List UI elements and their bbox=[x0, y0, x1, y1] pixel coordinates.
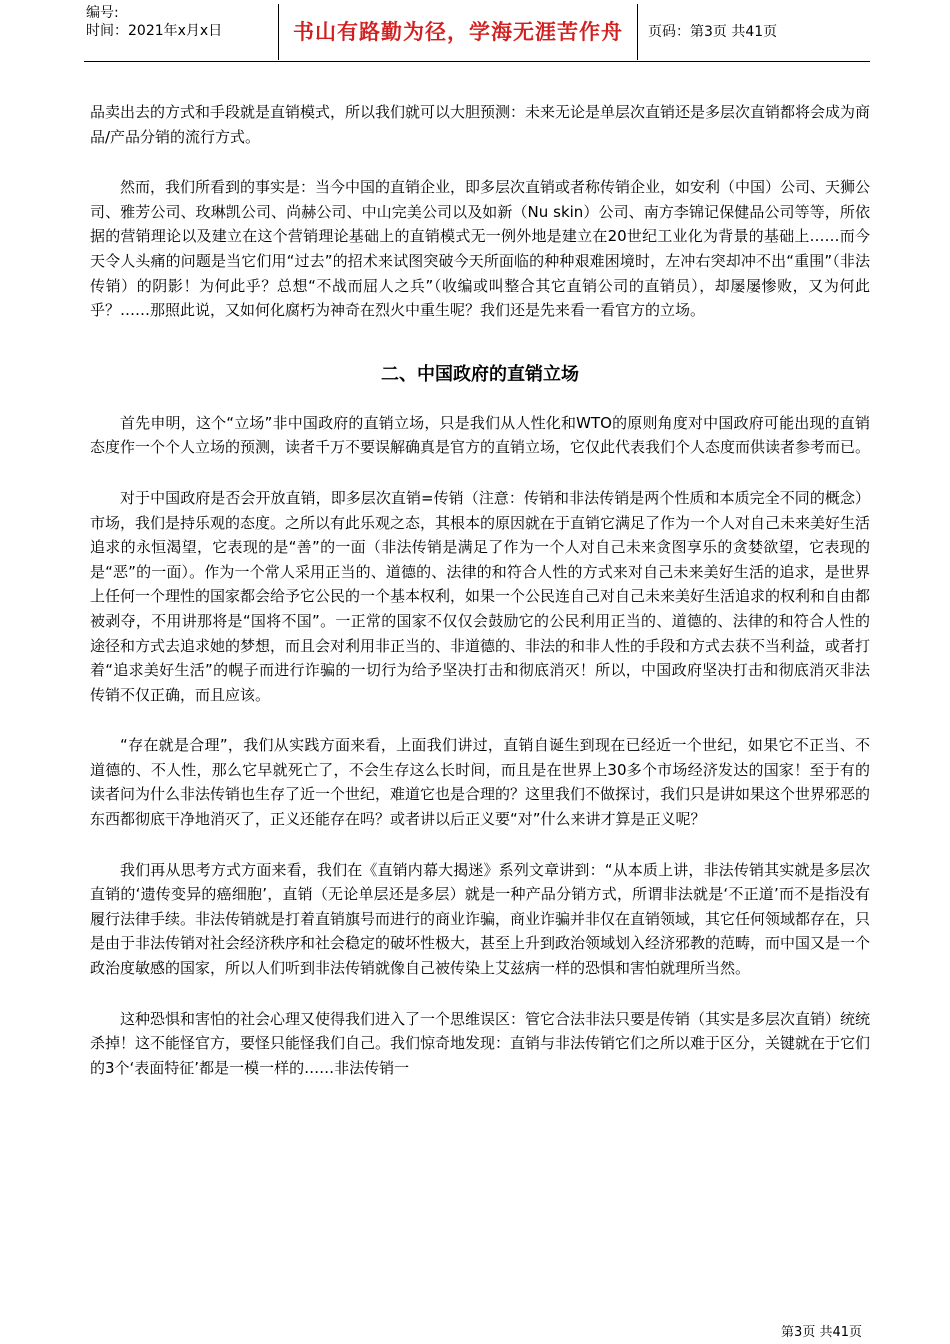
header-motto: 书山有路勤为径，学海无涯苦作舟 bbox=[293, 20, 623, 44]
header-table bbox=[84, 4, 870, 60]
section-heading: 二、中国政府的直销立场 bbox=[381, 363, 579, 385]
document-number-label: 编号: bbox=[86, 5, 119, 21]
page-header bbox=[84, 4, 870, 60]
document-time-label: 时间：2021年x月x日 bbox=[86, 23, 223, 39]
header-motto-cell bbox=[279, 4, 638, 60]
header-page-cell bbox=[638, 4, 871, 60]
paragraph-misconception: 这种恐惧和害怕的社会心理又使得我们进入了一个思维误区：管它合法非法只要是传销（其实是多层次直销）统统杀掉！这不能怪官方，要怪只能怪我们自己。我们惊奇地发现：直销与非法传销它们之所以难于区分，关键就在于它们的3个‘表面特征’都是一模一样的……非法传销一 bbox=[90, 1009, 871, 1077]
paragraph-thinking-approach: 我们再从思考方式方面来看，我们在《直销内幕大揭迷》系列文章讲到：“从本质上讲，非法传销其实就是多层次直销的‘遗传变异的癌细胞’，直销（无论单层还是多层）就是一种产品分销方式，所谓非法就是‘不正道’而不是指没有履行法律手续。非法传销就是打着直销旗号而进行的商业诈骗，商业诈骗并非仅在直销领域，其它任何领域都存在，只是由于非法传销对社会经济秩序和社会稳定的破坏性极大，甚至上升到政治领域划入经济邪教的范畴，而中国又是一个政治度敏感的国家，所以人们听到非法传销就像自己被传染上艾兹病一样的恐惧和害怕就理所当然。 bbox=[90, 860, 871, 978]
paragraph-existence-reasonable: “存在就是合理”，我们从实践方面来看，上面我们讲过，直销自诞生到现在已经近一个世纪，如果它不正当、不道德的、不人性，那么它早就死亡了，不会生存这么长时间，而且是在世界上30多个市场经济发达的国家！至于有的读者问为什么非法传销也生存了近一个世纪，难道它也是合理的？这里我们不做探讨，我们只是讲如果这个世界邪恶的东西都彻底干净地消灭了，正义还能存在吗？或者讲以后正义要“对”什么来讲才算是正义呢？ bbox=[90, 736, 871, 829]
paragraph-government-stance: 对于中国政府是否会开放直销，即多层次直销=传销（注意：传销和非法传销是两个性质和本质完全不同的概念）市场，我们是持乐观的态度。之所以有此乐观之态，其根本的原因就在于直销它满足了作为一个人对自己未来美好生活追求的永恒渴望，它表现的是“善”的一面（非法传销是满足了作为一个人对自己未来贪图享乐的贪婪欲望，它表现的是“恶”的一面）。作为一个常人采用正当的、道德的、法律的和符合人性的方式来对自己未来美好生活的追求，是世界上任何一个理性的国家都会给予它公民的一个基本权利，如果一个公民连自己对自己未来美好生活追求的权利和自由都被剥夺，不用讲那将是“国将不国”。一正常的国家不仅仅会鼓励它的公民利用正当的、道德的、法律的和符合人性的途径和方式去追求她的梦想，而且会对利用非正当的、非道德的、非法的和非人性的手段和方式去获不当利益，或者打着“追求美好生活”的幌子而进行诈骗的一切行为给予坚决打击和彻底消灭！所以，中国政府坚决打击和彻底消灭非法传销不仅正确，而且应该。 bbox=[90, 488, 871, 704]
header-divider bbox=[84, 61, 870, 62]
header-page-number: 页码：第3页 共41页 bbox=[648, 24, 778, 40]
paragraph-disclaimer: 首先申明，这个“立场”非中国政府的直销立场，只是我们从人性化和WTO的原则角度对中国政府可能出现的直销态度作一个个人立场的预测，读者千万不要误解确真是官方的直销立场，它仅此代表我们个人态度而供读者参考而已。 bbox=[90, 413, 871, 457]
paragraph-continuation: 品卖出去的方式和手段就是直销模式，所以我们就可以大胆预测：未来无论是单层次直销还是多层次直销都将会成为商品/产品分销的流行方式。 bbox=[90, 103, 871, 146]
header-meta-cell bbox=[84, 4, 279, 60]
paragraph-direct-sales-companies: 然而，我们所看到的事实是：当今中国的直销企业，即多层次直销或者称传销企业，如安利（中国）公司、天狮公司、雅芳公司、玫琳凯公司、尚赫公司、中山完美公司以及如新（Nu skin）公司、南方李锦记保健品公司等等，所依据的营销理论以及建立在这个营销理论基础上的直销模式无一例外地是建立在20世纪工业化为背景的基础上……而今天令人头痛的问题是当它们用“过去”的招术来试图突破今天所面临的种种艰难困境时，左冲右突却冲不出“重围”（非法传销）的阴影！为何此乎？总想“不战而屈人之兵”（收编或叫整合其它直销公司的直销员），却屡屡惨败，又为何此乎？……那照此说，又如何化腐朽为神奇在烈火中重生呢？我们还是先来看一看官方的立场。 bbox=[90, 178, 871, 320]
document-body bbox=[90, 100, 870, 1080]
page-footer: 第3页 共41页 bbox=[781, 1325, 862, 1340]
